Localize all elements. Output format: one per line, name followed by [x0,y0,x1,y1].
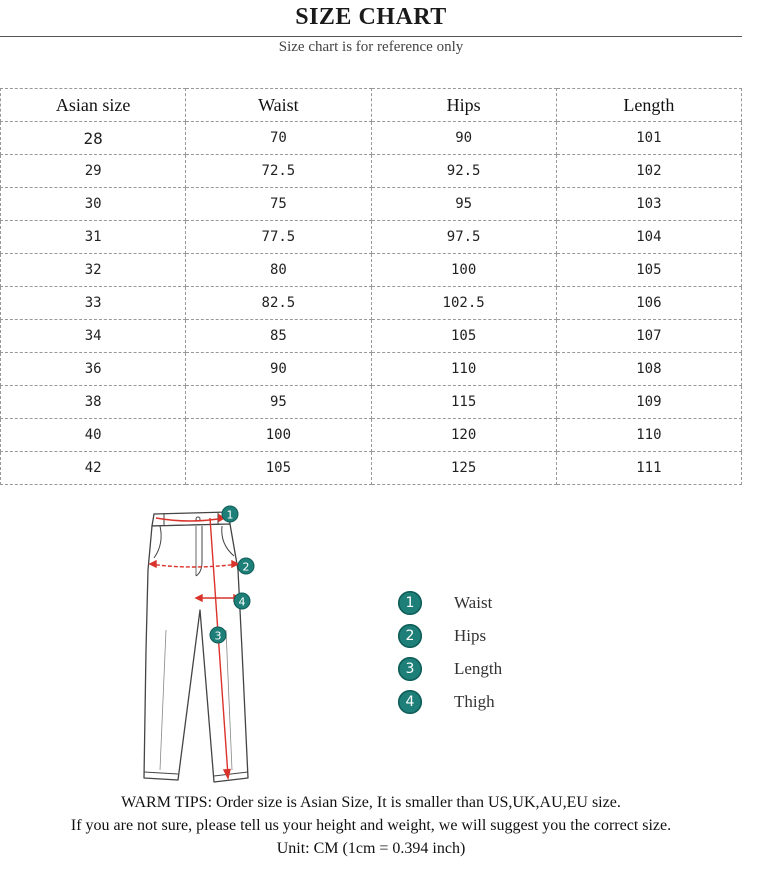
warm-tips [0,791,742,860]
table-cell: 105 [186,452,371,485]
table-cell: 104 [556,221,741,254]
table-cell: 105 [556,254,741,287]
table-cell: 72.5 [186,155,371,188]
table-cell: 97.5 [371,221,556,254]
table-cell: 90 [186,353,371,386]
table-cell: 109 [556,386,741,419]
table-cell: 100 [186,419,371,452]
marker-2-icon [238,558,254,574]
table-cell: 90 [371,122,556,155]
tips-line: WARM TIPS: Order size is Asian Size, It is smaller than US,UK,AU,EU size. [121,794,621,811]
table-cell: 101 [556,122,741,155]
tips-line: If you are not sure, please tell us your height and weight, we will suggest you the correct size. [70,817,672,834]
svg-text:4: 4 [238,595,246,609]
title-divider [0,36,742,37]
number-2-icon: 2 [398,624,422,648]
table-row [1,353,742,386]
table-cell: 106 [556,287,741,320]
table-cell: 100 [371,254,556,287]
table-row [1,122,742,155]
column-header: Asian size [1,89,186,122]
trousers-diagram [130,500,280,785]
table-cell: 36 [1,353,186,386]
legend-item-hips [398,619,502,652]
table-cell: 32 [1,254,186,287]
table-cell: 82.5 [186,287,371,320]
legend-label: Length [454,658,503,678]
table-cell: 107 [556,320,741,353]
number-3-icon: 3 [398,657,422,681]
table-cell: 95 [186,386,371,419]
table-cell: 85 [186,320,371,353]
table-row [1,254,742,287]
table-row [1,320,742,353]
table-row [1,155,742,188]
table-cell: 108 [556,353,741,386]
table-header-row [1,89,742,122]
column-header: Length [556,89,741,122]
table-cell: 31 [1,221,186,254]
table-cell: 115 [371,386,556,419]
table-cell: 70 [186,122,371,155]
marker-1-icon [222,506,238,522]
table-cell: 103 [556,188,741,221]
table-row [1,188,742,221]
size-table [0,88,742,485]
table-cell: 102 [556,155,741,188]
table-cell: 42 [1,452,186,485]
table-cell: 102.5 [371,287,556,320]
legend-item-length [398,652,502,685]
table-cell: 92.5 [371,155,556,188]
legend-label: Hips [454,625,487,645]
number-4-icon: 4 [398,690,422,714]
table-cell: 28 [1,122,186,155]
table-cell: 105 [371,320,556,353]
table-cell: 77.5 [186,221,371,254]
page-title: SIZE CHART [295,4,447,30]
table-cell: 34 [1,320,186,353]
table-cell: 29 [1,155,186,188]
table-cell: 110 [371,353,556,386]
table-row [1,452,742,485]
number-1-icon: 1 [398,591,422,615]
table-cell: 120 [371,419,556,452]
column-header: Hips [371,89,556,122]
table-cell: 110 [556,419,741,452]
table-cell: 33 [1,287,186,320]
table-cell: 111 [556,452,741,485]
table-row [1,386,742,419]
svg-text:2: 2 [242,560,250,574]
svg-text:3: 3 [214,629,222,643]
table-cell: 75 [186,188,371,221]
table-cell: 125 [371,452,556,485]
table-row [1,221,742,254]
measurement-legend [398,586,502,718]
table-cell: 40 [1,419,186,452]
column-header: Waist [186,89,371,122]
marker-4-icon [234,593,250,609]
legend-item-waist [398,586,502,619]
svg-text:1: 1 [226,508,234,522]
table-cell: 38 [1,386,186,419]
table-cell: 80 [186,254,371,287]
legend-label: Thigh [454,691,495,711]
legend-label: Waist [454,592,493,612]
table-row [1,287,742,320]
table-row [1,419,742,452]
legend-item-thigh [398,685,502,718]
table-cell: 95 [371,188,556,221]
unit-note: Unit: CM (1cm = 0.394 inch) [276,840,466,857]
page-subtitle: Size chart is for reference only [278,39,464,55]
table-cell: 30 [1,188,186,221]
marker-3-icon [210,627,226,643]
size-table-body [1,122,742,485]
